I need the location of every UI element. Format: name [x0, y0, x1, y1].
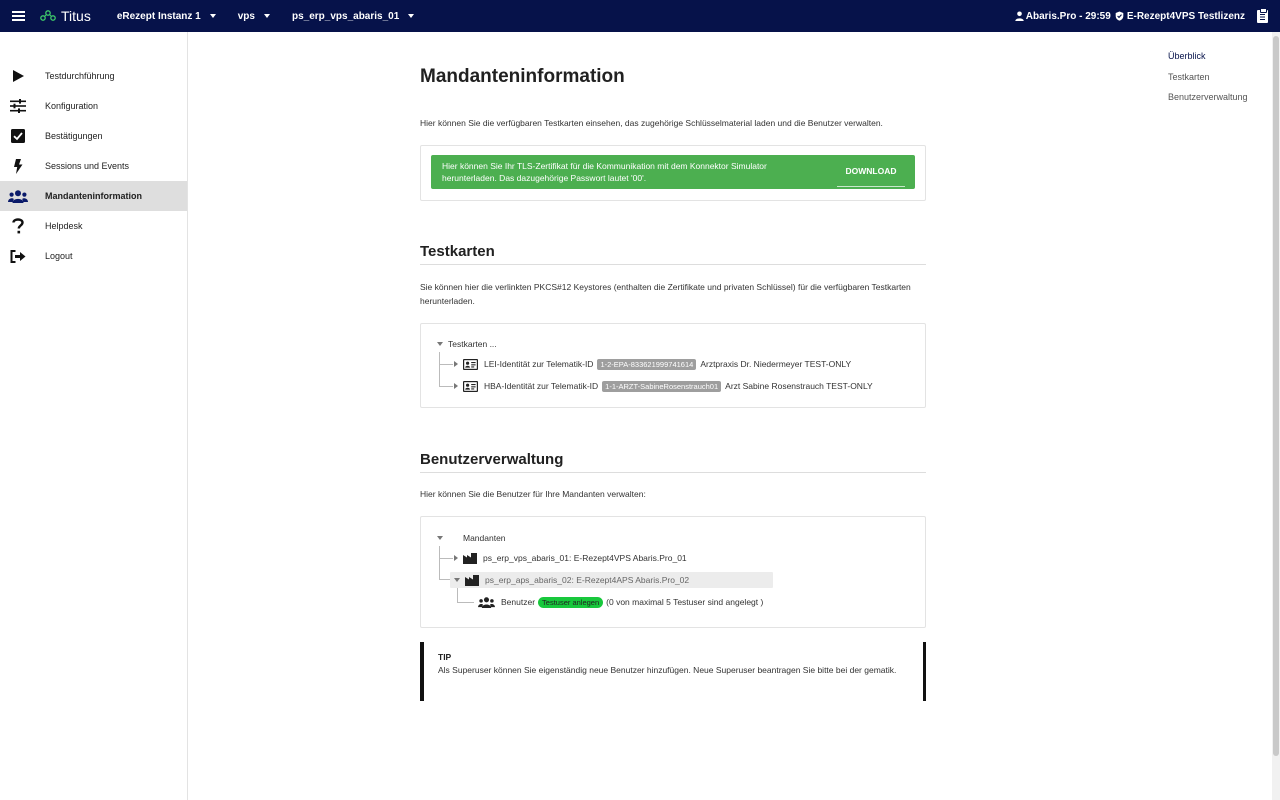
card-holder: Arzt Sabine Rosenstrauch TEST-ONLY [725, 381, 873, 391]
user-session: Abaris.Pro - 29:59 [1025, 10, 1111, 22]
tree-root-testkarten[interactable] [437, 337, 497, 351]
testkarten-tree [420, 323, 926, 408]
card-holder: Arztpraxis Dr. Niedermeyer TEST-ONLY [700, 359, 852, 369]
sidebar-item-logout[interactable] [0, 241, 187, 271]
user-icon [1015, 11, 1024, 21]
chevron-down-icon [408, 14, 414, 18]
environment-label: vps [237, 10, 255, 22]
tree-connector [439, 558, 453, 559]
card-prefix: LEI-Identität zur Telematik-ID [484, 359, 594, 369]
alert-line-2: herunterladen. Das dazugehörige Passwort lautet '00'. [442, 173, 647, 183]
license-label: E-Rezept4VPS Testlizenz [1126, 10, 1245, 22]
tree-item-tenant-01[interactable] [454, 551, 687, 565]
instance-dropdown[interactable] [117, 11, 216, 22]
tree-root-label: Mandanten [463, 533, 506, 543]
expand-toggle-icon[interactable] [454, 555, 458, 561]
page-intro: Hier können Sie die verfügbaren Testkarten einsehen, das zugehörige Schlüsselmaterial laden und die Benutzer verwalten. [420, 118, 883, 128]
id-card-icon [463, 359, 478, 370]
instance-label: eRezept Instanz 1 [116, 10, 201, 22]
sidebar-item-label: Helpdesk [45, 221, 83, 231]
tenant-dropdown[interactable] [292, 11, 414, 22]
sidebar-item-label: Sessions und Events [45, 161, 130, 171]
certificate-card [420, 145, 926, 201]
session-info [1015, 10, 1280, 23]
play-icon [0, 69, 45, 83]
chevron-down-icon [210, 14, 216, 18]
tree-connector [457, 588, 458, 602]
sidebar-item-testdurchfuehrung[interactable] [0, 61, 187, 91]
tree-item-card-lei[interactable] [454, 357, 851, 371]
toc-item-testkarten[interactable]: Testkarten [1168, 71, 1210, 82]
top-app-bar [0, 0, 1280, 32]
card-prefix: HBA-Identität zur Telematik-ID [484, 381, 599, 391]
certificate-alert [431, 155, 915, 189]
question-icon [0, 218, 45, 234]
chevron-down-icon [264, 14, 270, 18]
checkbox-icon [0, 129, 45, 143]
sidebar-item-label: Konfiguration [45, 101, 99, 111]
table-of-contents [1168, 51, 1248, 113]
shield-icon [1115, 11, 1124, 21]
app-name: Titus [61, 8, 91, 24]
sidebar-item-sessions-und-events[interactable] [0, 151, 187, 181]
sidebar-item-mandanteninformation[interactable] [0, 181, 187, 211]
sidebar-item-label: Logout [45, 251, 73, 261]
tree-item-card-hba[interactable] [454, 379, 873, 393]
tip-title: TIP [438, 652, 452, 662]
section-title-benutzerverwaltung: Benutzerverwaltung [420, 451, 926, 473]
tenant-label: ps_erp_vps_abaris_01: E-Rezept4VPS Abaris.Pro_01 [483, 553, 687, 563]
download-button[interactable]: DOWNLOAD [837, 158, 905, 187]
toc-item-ueberblick[interactable]: Überblick [1168, 51, 1206, 61]
sliders-icon [0, 99, 45, 113]
users-note: (0 von maximal 5 Testuser sind angelegt ) [606, 597, 764, 607]
alert-line-1: Hier können Sie Ihr TLS-Zertifikat für die Kommunikation mit dem Konnektor Simulator [442, 160, 767, 171]
tenant-label: ps_erp_vps_abaris_01 [291, 10, 400, 22]
environment-dropdown[interactable] [238, 11, 270, 22]
toc-item-benutzerverwaltung[interactable]: Benutzerverwaltung [1168, 92, 1248, 102]
id-card-icon [463, 381, 478, 392]
tree-connector [457, 602, 474, 603]
expand-toggle-icon[interactable] [437, 536, 443, 540]
factory-icon [465, 575, 479, 586]
tree-item-tenant-02[interactable] [454, 573, 689, 587]
sidebar-item-label: Testdurchführung [45, 71, 115, 81]
create-testuser-button[interactable]: Testuser anlegen [538, 597, 603, 608]
telematik-id-badge[interactable]: 1-2-EPA-833621999741614 [597, 359, 696, 370]
users-icon [0, 190, 45, 203]
tree-root-label: Testkarten ... [448, 339, 497, 349]
expand-toggle-icon[interactable] [437, 342, 443, 346]
page-title: Mandanteninformation [420, 66, 625, 87]
certificate-alert-text [442, 160, 822, 185]
tree-root-mandanten[interactable] [437, 531, 506, 545]
sidebar-item-label: Bestätigungen [45, 131, 103, 141]
tip-box [420, 642, 926, 701]
expand-toggle-icon[interactable] [454, 361, 458, 367]
sidebar-item-bestaetigungen[interactable] [0, 121, 187, 151]
users-label: Benutzer [501, 597, 536, 607]
section-title-testkarten: Testkarten [420, 243, 926, 265]
tree-item-benutzer [478, 595, 763, 609]
lightning-icon [0, 159, 45, 174]
sidebar-item-helpdesk[interactable] [0, 211, 187, 241]
expand-toggle-icon[interactable] [454, 383, 458, 389]
clipboard-icon[interactable] [1257, 10, 1268, 23]
tenant-label: ps_erp_aps_abaris_02: E-Rezept4APS Abaris.Pro_02 [485, 575, 690, 585]
mandanten-tree [420, 516, 926, 628]
scrollbar-thumb[interactable] [1273, 36, 1279, 756]
titus-logo-icon [40, 10, 56, 22]
sidebar [0, 32, 188, 800]
tree-connector [439, 364, 453, 365]
logout-icon [0, 250, 45, 263]
testkarten-description: Sie können hier die verlinkten PKCS#12 Keystores (enthalten die Zertifikate und privaten Schlüssel) für die verfügbaren Testkarten herunterladen. [420, 282, 911, 306]
sidebar-item-konfiguration[interactable] [0, 91, 187, 121]
users-icon [478, 597, 495, 608]
tree-connector [439, 546, 440, 579]
telematik-id-badge[interactable]: 1-1-ARZT-SabineRosenstrauch01 [602, 381, 721, 392]
menu-icon[interactable] [0, 0, 36, 32]
benutzer-description: Hier können Sie die Benutzer für Ihre Mandanten verwalten: [420, 489, 646, 499]
brand[interactable] [40, 8, 91, 24]
sidebar-item-label: Mandanteninformation [45, 191, 142, 201]
tree-connector [439, 352, 440, 386]
expand-toggle-icon[interactable] [454, 578, 460, 582]
tree-connector [439, 386, 453, 387]
tip-text: Als Superuser können Sie eigenständig neue Benutzer hinzufügen. Neue Superuser beantragen Sie bitte bei der gematik. [438, 665, 897, 675]
factory-icon [463, 553, 477, 564]
